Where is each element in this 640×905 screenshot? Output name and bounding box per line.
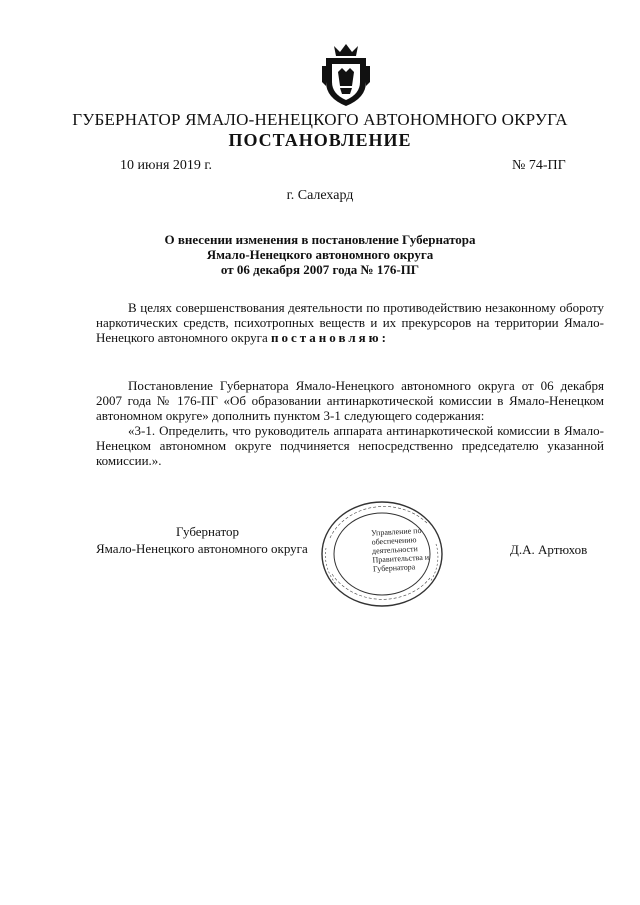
issuer-title: ГУБЕРНАТОР ЯМАЛО-НЕНЕЦКОГО АВТОНОМНОГО ОКРУГА: [72, 110, 568, 129]
subject-line-1: О внесении изменения в постановление Губернатора: [164, 232, 476, 247]
subject-line-3: от 06 декабря 2007 года № 176-ПГ: [220, 262, 420, 277]
preamble-paragraph: [96, 300, 604, 345]
amendment-paragraph: «3-1. Определить, что руководитель аппарата антинаркотической комиссии в Ямало-Ненецком автономном округе подчиняется непосредственно председателю указанной комиссии.».: [96, 423, 604, 468]
preamble-text: В целях совершенствования деятельности по противодействию незаконному обороту наркотических средств, психотропных веществ и их прекурсоров на территории Ямало-Ненецкого автономного округа: [96, 300, 604, 345]
stamp-inner-text: Управление по обеспечению деятельности Правительства и Губернатора: [370, 525, 430, 574]
operative-paragraph: Постановление Губернатора Ямало-Ненецкого автономного округа от 06 декабря 2007 года № 176-ПГ «Об образовании антинаркотической комиссии в Ямало-Ненецком автономном округе» дополнить пунктом 3-1 следующего содержания:: [96, 378, 604, 423]
signatory-position-line-2: Ямало-Ненецкого автономного округа: [96, 541, 308, 556]
document-city: г. Салехард: [286, 188, 354, 203]
document-type: ПОСТАНОВЛЕНИЕ: [228, 130, 412, 150]
signatory-position-line-1: Губернатор: [176, 524, 239, 539]
subject-line-2: Ямало-Ненецкого автономного округа: [206, 247, 434, 262]
resolve-word: постановляю:: [271, 330, 389, 345]
document-subject: [0, 232, 640, 277]
document-date: 10 июня 2019 г.: [120, 158, 213, 173]
signatory-name: Д.А. Артюхов: [510, 542, 588, 557]
document-number: № 74-ПГ: [512, 158, 566, 173]
operative-section: [96, 378, 604, 468]
coat-of-arms-icon: [320, 42, 372, 108]
